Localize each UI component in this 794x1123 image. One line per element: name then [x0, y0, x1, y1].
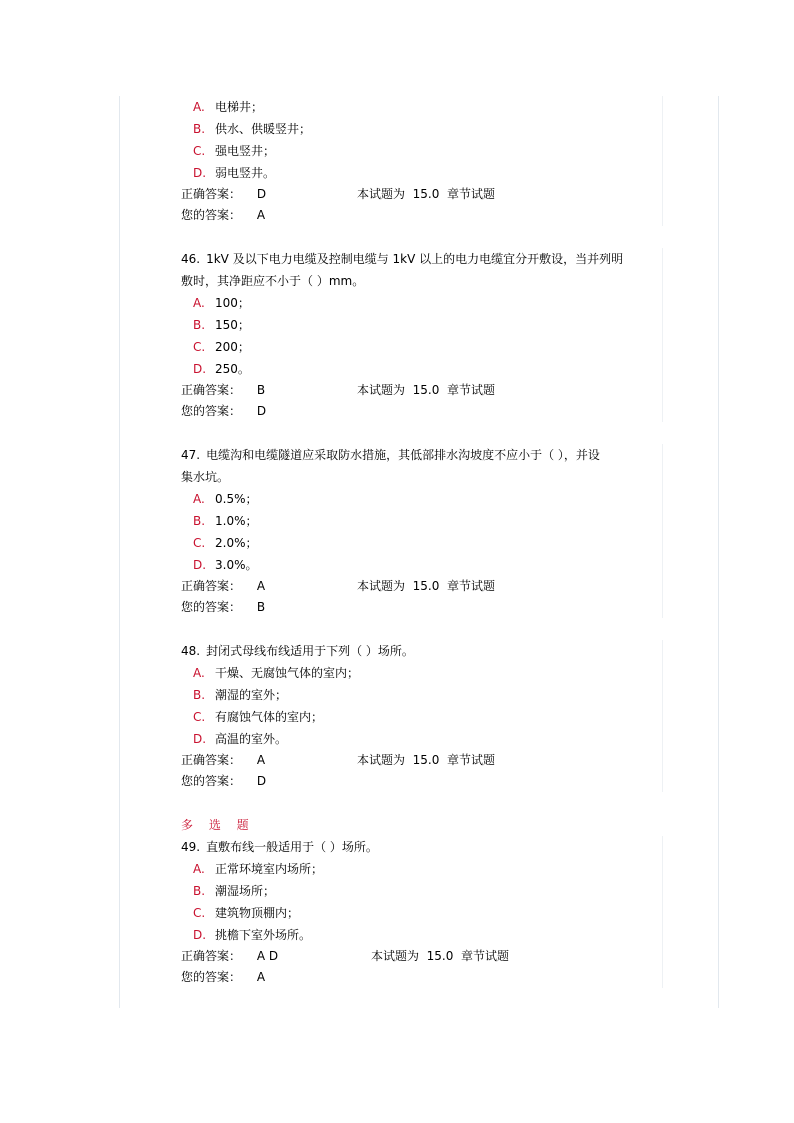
question-46 [181, 248, 661, 422]
your-answer-row [181, 967, 661, 988]
correct-answer-value: D [256, 187, 267, 201]
your-answer-row [181, 771, 661, 792]
question-49 [181, 836, 661, 988]
spacer [181, 422, 661, 444]
correct-answer-label: 正确答案： [181, 949, 242, 963]
option-a[interactable] [181, 292, 661, 314]
option-letter: C. [193, 144, 206, 158]
correct-answer-label: 正确答案： [181, 383, 242, 397]
your-answer-label: 您的答案： [181, 970, 242, 984]
option-a[interactable] [181, 96, 661, 118]
option-d[interactable] [181, 554, 661, 576]
correct-answer-value: B [256, 383, 266, 397]
option-d[interactable] [181, 358, 661, 380]
your-answer-row [181, 205, 661, 226]
question-47 [181, 444, 661, 618]
correct-answer-value: A D [256, 949, 279, 963]
question-meta: 本试题为 15.0 章节试题 [357, 753, 495, 767]
option-letter: C. [193, 340, 206, 354]
option-text: 2.0%； [215, 536, 258, 550]
option-c[interactable] [181, 336, 661, 358]
your-answer-label: 您的答案： [181, 208, 242, 222]
option-letter: D. [193, 558, 207, 572]
option-letter: A. [193, 100, 205, 114]
option-letter: C. [193, 536, 206, 550]
option-b[interactable] [181, 684, 661, 706]
question-stem [181, 248, 661, 292]
option-text: 0.5%； [215, 492, 258, 506]
option-text: 高温的室外。 [215, 732, 288, 746]
option-letter: B. [193, 688, 206, 702]
option-d[interactable] [181, 728, 661, 750]
your-answer-value: A [256, 208, 266, 222]
question-number: 48. [181, 644, 201, 658]
question-meta: 本试题为 15.0 章节试题 [357, 187, 495, 201]
option-text: 200； [215, 340, 250, 354]
option-letter: A. [193, 296, 205, 310]
option-b[interactable] [181, 880, 661, 902]
option-b[interactable] [181, 314, 661, 336]
your-answer-row [181, 401, 661, 422]
option-text: 潮湿场所； [215, 884, 276, 898]
question-45 [181, 96, 661, 226]
option-text: 有腐蚀气体的室内； [215, 710, 324, 724]
question-meta: 本试题为 15.0 章节试题 [357, 383, 495, 397]
option-a[interactable] [181, 662, 661, 684]
page-frame-right [718, 96, 719, 1008]
question-stem-line-2: 敷时，其净距应不小于（ ）mm。 [181, 274, 365, 288]
correct-answer-label: 正确答案： [181, 579, 242, 593]
option-text: 150； [215, 318, 250, 332]
option-letter: D. [193, 732, 207, 746]
option-c[interactable] [181, 706, 661, 728]
spacer [181, 618, 661, 640]
section-title-multi-choice: 多 选 题 [181, 818, 255, 832]
option-letter: C. [193, 906, 206, 920]
spacer [181, 792, 661, 814]
option-letter: C. [193, 710, 206, 724]
option-text: 电梯井； [215, 100, 264, 114]
option-letter: A. [193, 492, 205, 506]
option-letter: D. [193, 928, 207, 942]
question-stem-line-1: 封闭式母线布线适用于下列（ ）场所。 [206, 644, 414, 658]
your-answer-label: 您的答案： [181, 404, 242, 418]
question-stem [181, 836, 661, 858]
your-answer-value: D [256, 774, 267, 788]
spacer [181, 226, 661, 248]
option-d[interactable] [181, 162, 661, 184]
your-answer-label: 您的答案： [181, 600, 242, 614]
question-48 [181, 640, 661, 792]
option-letter: D. [193, 362, 207, 376]
option-text: 250。 [215, 362, 250, 376]
correct-answer-row [181, 576, 661, 597]
option-d[interactable] [181, 924, 661, 946]
page-frame-left [119, 96, 120, 1008]
question-meta: 本试题为 15.0 章节试题 [357, 579, 495, 593]
option-text: 强电竖井； [215, 144, 276, 158]
option-text: 100； [215, 296, 250, 310]
option-b[interactable] [181, 510, 661, 532]
your-answer-value: D [256, 404, 267, 418]
question-meta: 本试题为 15.0 章节试题 [371, 949, 509, 963]
question-number: 46. [181, 252, 201, 266]
option-letter: B. [193, 884, 206, 898]
your-answer-value: A [256, 970, 266, 984]
option-text: 1.0%； [215, 514, 258, 528]
option-text: 弱电竖井。 [215, 166, 276, 180]
your-answer-value: B [256, 600, 266, 614]
question-number: 47. [181, 448, 201, 462]
correct-answer-value: A [256, 579, 266, 593]
question-stem-line-1: 电缆沟和电缆隧道应采取防水措施，其低部排水沟坡度不应小于（ ），并设 [206, 448, 600, 462]
correct-answer-row [181, 750, 661, 771]
option-letter: A. [193, 862, 205, 876]
your-answer-label: 您的答案： [181, 774, 242, 788]
correct-answer-label: 正确答案： [181, 753, 242, 767]
option-letter: B. [193, 122, 206, 136]
option-a[interactable] [181, 858, 661, 880]
correct-answer-row [181, 380, 661, 401]
option-c[interactable] [181, 532, 661, 554]
option-text: 正常环境室内场所； [215, 862, 324, 876]
option-text: 潮湿的室外； [215, 688, 288, 702]
option-letter: B. [193, 514, 206, 528]
question-stem [181, 640, 661, 662]
option-letter: A. [193, 666, 205, 680]
option-b[interactable] [181, 118, 661, 140]
correct-answer-value: A [256, 753, 266, 767]
option-c[interactable] [181, 902, 661, 924]
correct-answer-label: 正确答案： [181, 187, 242, 201]
option-letter: B. [193, 318, 206, 332]
question-stem-line-2: 集水坑。 [181, 470, 230, 484]
correct-answer-row [181, 946, 661, 967]
option-text: 挑檐下室外场所。 [215, 928, 312, 942]
option-text: 建筑物顶棚内； [215, 906, 300, 920]
option-a[interactable] [181, 488, 661, 510]
question-number: 49. [181, 840, 201, 854]
correct-answer-row [181, 184, 661, 205]
option-text: 3.0%。 [215, 558, 258, 572]
exam-content [181, 96, 661, 988]
question-stem-line-1: 1kV 及以下电力电缆及控制电缆与 1kV 以上的电力电缆宜分开敷设，当并列明 [206, 252, 624, 266]
question-stem-line-1: 直敷布线一般适用于（ ）场所。 [206, 840, 378, 854]
your-answer-row [181, 597, 661, 618]
option-text: 干燥、无腐蚀气体的室内； [215, 666, 360, 680]
option-letter: D. [193, 166, 207, 180]
question-stem [181, 444, 661, 488]
option-c[interactable] [181, 140, 661, 162]
option-text: 供水、供暖竖井； [215, 122, 312, 136]
